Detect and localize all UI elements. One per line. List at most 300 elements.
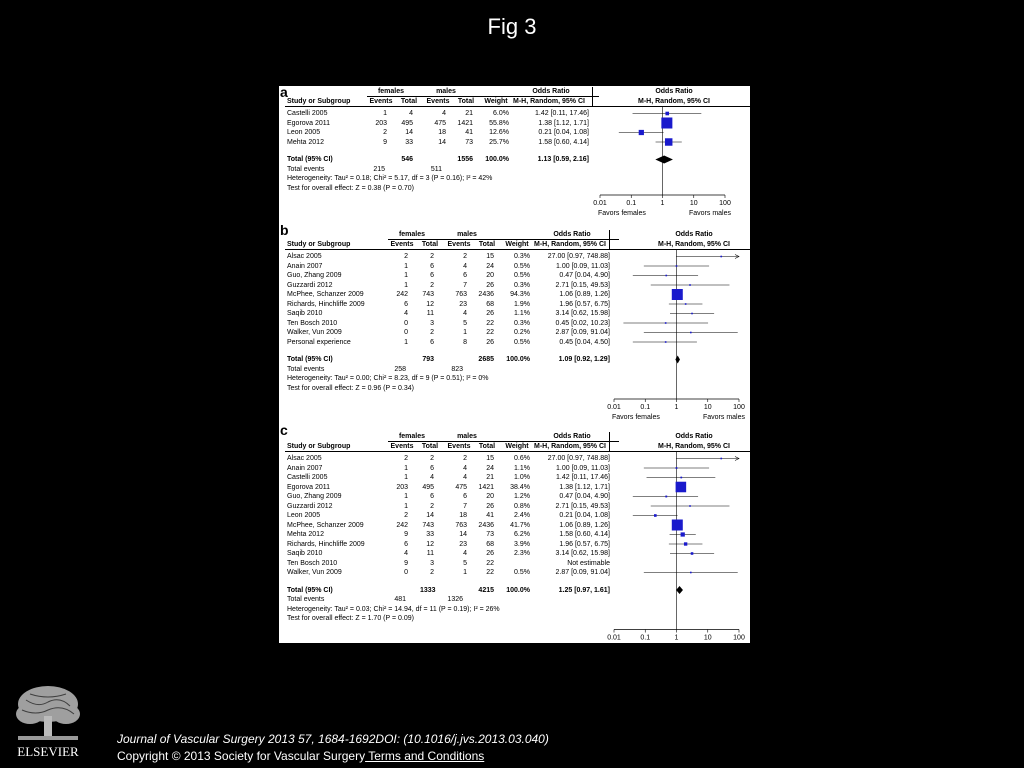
study-point <box>689 505 691 507</box>
method-column-header: M-H, Random, 95% CI <box>534 241 606 248</box>
study-odds-ratio: 1.96 [0.57, 6.75] <box>559 540 610 548</box>
male-total: 26 <box>486 502 494 510</box>
forest-plot-c <box>607 452 779 658</box>
study-odds-ratio: 3.14 [0.62, 15.98] <box>555 310 610 317</box>
study-name: Guzzardi 2012 <box>287 502 333 510</box>
total-weight: 100.0% <box>506 586 530 594</box>
male-events: 14 <box>459 531 467 538</box>
study-point <box>690 332 692 334</box>
study-name: Saqib 2010 <box>287 310 323 317</box>
male-events: 7 <box>463 281 467 289</box>
female-total: 495 <box>422 483 434 491</box>
study-name: Mehta 2012 <box>287 138 324 146</box>
x-tick-label: 1 <box>660 200 665 207</box>
x-tick-label: 0.01 <box>593 200 607 207</box>
study-name: Ten Bosch 2010 <box>287 559 338 567</box>
events-column-header: Events <box>369 98 393 105</box>
study-point <box>672 289 683 300</box>
study-point <box>676 265 678 267</box>
study-weight: 0.3% <box>514 281 530 289</box>
events-column-header: Events <box>426 98 450 105</box>
study-name: Walker, Vun 2009 <box>287 569 342 576</box>
study-weight: 0.5% <box>514 272 530 279</box>
total-events-label: Total events <box>287 365 325 373</box>
female-total: 11 <box>426 550 434 557</box>
study-point <box>680 477 682 479</box>
heterogeneity-stat: Heterogeneity: Tau² = 0.00; Chi² = 8.23, df = 9 (P = 0.51); I² = 0% <box>287 375 489 382</box>
study-odds-ratio: 1.58 [0.60, 4.14] <box>559 531 610 538</box>
female-events: 9 <box>404 531 408 538</box>
x-tick-label: 1 <box>674 634 679 642</box>
female-total: 33 <box>405 138 413 146</box>
journal-name: Journal of Vascular Surgery <box>117 732 265 746</box>
total-events-label: Total events <box>287 165 325 173</box>
study-point <box>676 467 678 469</box>
male-total: 24 <box>486 262 494 270</box>
female-events: 4 <box>404 550 408 557</box>
female-events: 6 <box>404 540 408 548</box>
female-events: 1 <box>383 110 387 117</box>
study-point <box>665 275 667 277</box>
male-events: 4 <box>442 110 446 117</box>
study-odds-ratio: 1.58 [0.60, 4.14] <box>538 138 589 146</box>
male-total: 15 <box>486 253 494 260</box>
study-weight: 1.9% <box>514 300 530 308</box>
study-point <box>639 130 644 135</box>
x-tick-label: 100 <box>733 634 745 642</box>
male-events: 763 <box>455 291 467 298</box>
plot-border <box>592 87 593 106</box>
study-odds-ratio: 0.21 [0.04, 1.08] <box>559 512 610 519</box>
events-column-header: Events <box>447 443 471 450</box>
male-total-events: 823 <box>451 365 463 373</box>
female-events: 2 <box>404 455 408 462</box>
male-total: 73 <box>486 531 494 538</box>
female-total: 14 <box>405 129 413 136</box>
heterogeneity-stat: Heterogeneity: Tau² = 0.18; Chi² = 5.17, df = 3 (P = 0.16); I² = 42% <box>287 175 493 182</box>
female-events: 6 <box>404 300 408 308</box>
female-total: 6 <box>430 262 434 270</box>
pooled-diamond <box>655 156 673 164</box>
study-weight: 3.9% <box>514 540 530 548</box>
female-events: 2 <box>404 253 408 260</box>
favors-left-label: Favors females <box>598 210 646 217</box>
male-total: 22 <box>486 329 494 336</box>
study-weight: 41.7% <box>510 521 530 529</box>
male-events: 4 <box>463 550 467 557</box>
method-plot-header: M-H, Random, 95% CI <box>658 443 730 450</box>
male-total: 26 <box>486 550 494 557</box>
male-events: 4 <box>463 262 467 270</box>
study-name: Anain 2007 <box>287 464 323 472</box>
male-events: 6 <box>463 493 467 500</box>
female-total: 2 <box>430 253 434 260</box>
publisher-wordmark: ELSEVIER <box>17 744 79 759</box>
study-point <box>684 542 687 545</box>
study-odds-ratio: 0.47 [0.04, 4.90] <box>559 272 610 279</box>
male-events: 14 <box>438 138 446 146</box>
overall-effect-stat: Test for overall effect: Z = 1.70 (P = 0.09) <box>287 615 414 622</box>
male-total: 26 <box>486 338 494 346</box>
study-odds-ratio: 27.00 [0.97, 748.88] <box>547 455 610 462</box>
plot-border <box>609 230 610 249</box>
female-total-events: 258 <box>394 365 406 373</box>
pooled-odds-ratio: 1.25 [0.97, 1.61] <box>558 586 610 594</box>
method-column-header: M-H, Random, 95% CI <box>513 98 585 105</box>
study-name: Castelli 2005 <box>287 110 328 117</box>
study-point <box>681 532 685 536</box>
study-name: Guo, Zhang 2009 <box>287 272 342 279</box>
male-total: 22 <box>486 569 494 576</box>
study-weight: 55.8% <box>489 119 509 127</box>
male-total: 21 <box>486 474 494 481</box>
panel-label: b <box>280 222 289 238</box>
panel-label: a <box>280 84 288 100</box>
study-weight: 1.1% <box>514 464 530 472</box>
study-odds-ratio: 1.42 [0.11, 17.46] <box>556 474 610 481</box>
favors-left-label: Favors females <box>612 414 660 421</box>
study-weight: 1.2% <box>514 493 530 500</box>
female-events: 2 <box>383 129 387 136</box>
weight-column-header: Weight <box>505 443 529 450</box>
female-total: 743 <box>422 521 434 529</box>
study-name: McPhee, Schanzer 2009 <box>287 291 364 298</box>
study-point <box>720 256 722 258</box>
forest-plot-a <box>593 107 762 223</box>
study-column-header: Study or Subgroup <box>287 98 351 105</box>
x-tick-label: 100 <box>733 404 745 411</box>
study-point <box>661 118 672 129</box>
study-name: Personal experience <box>287 338 351 346</box>
study-odds-ratio: 2.87 [0.09, 91.04] <box>555 329 610 336</box>
odds-ratio-header: Odds Ratio <box>553 231 591 238</box>
male-events: 475 <box>434 119 446 127</box>
header-divider <box>367 96 599 97</box>
study-weight: 38.4% <box>510 483 530 491</box>
elsevier-logo <box>8 680 88 760</box>
male-events: 475 <box>455 483 467 491</box>
female-events: 1 <box>404 464 408 472</box>
female-total: 3 <box>430 559 434 567</box>
study-odds-ratio: 1.38 [1.12, 1.71] <box>538 119 589 127</box>
study-weight: 0.6% <box>514 455 530 462</box>
forest-plot-figure <box>279 84 750 652</box>
female-events: 203 <box>396 483 408 491</box>
female-events: 1 <box>404 262 408 270</box>
male-total: 68 <box>486 300 494 308</box>
female-total-sum: 793 <box>422 356 434 363</box>
study-point <box>665 112 669 116</box>
male-total: 1421 <box>457 119 473 127</box>
copyright-text: Copyright © 2013 Society for Vascular Surgery <box>117 749 366 763</box>
male-total: 41 <box>486 512 494 519</box>
total-column-header: Total <box>421 241 439 248</box>
x-tick-label: 0.1 <box>626 200 637 207</box>
female-events: 1 <box>404 281 408 289</box>
total-column-header: Total <box>400 98 418 105</box>
odds-ratio-header: Odds Ratio <box>532 88 570 95</box>
panel-label: c <box>280 422 288 438</box>
study-odds-ratio: 1.00 [0.09, 11.03] <box>556 464 610 472</box>
pooled-diamond <box>675 356 680 364</box>
pooled-diamond <box>676 586 683 594</box>
x-tick-label: 0.01 <box>607 634 621 642</box>
study-weight: 0.3% <box>514 319 530 327</box>
male-total: 21 <box>465 110 473 117</box>
male-total: 68 <box>486 540 494 548</box>
study-odds-ratio: 0.45 [0.04, 4.50] <box>559 338 610 346</box>
female-total-events: 481 <box>394 596 406 603</box>
study-odds-ratio: 2.87 [0.09, 91.04] <box>555 569 610 576</box>
male-total-sum: 1556 <box>457 156 473 163</box>
female-events: 0 <box>404 569 408 576</box>
study-name: Ten Bosch 2010 <box>287 319 338 327</box>
header-divider <box>388 239 619 240</box>
female-events: 242 <box>396 291 408 298</box>
male-total-events: 1326 <box>447 596 463 603</box>
female-total: 33 <box>426 531 434 538</box>
male-events: 1 <box>463 329 467 336</box>
female-total: 4 <box>430 474 434 481</box>
study-name: Egorova 2011 <box>287 483 331 491</box>
male-events: 4 <box>463 464 467 472</box>
study-name: Guzzardi 2012 <box>287 281 333 289</box>
female-events: 9 <box>383 138 387 146</box>
study-odds-ratio: 2.71 [0.15, 49.53] <box>555 502 610 510</box>
male-events: 2 <box>463 253 467 260</box>
weight-column-header: Weight <box>505 241 529 248</box>
events-column-header: Events <box>390 443 414 450</box>
male-total: 22 <box>486 319 494 327</box>
study-odds-ratio: 3.14 [0.62, 15.98] <box>555 550 610 557</box>
male-total: 20 <box>486 493 494 500</box>
x-tick-label: 10 <box>689 200 698 207</box>
total-column-header: Total <box>478 443 496 450</box>
study-weight: 0.5% <box>514 262 530 270</box>
female-total: 2 <box>430 281 434 289</box>
x-tick-label: 10 <box>703 404 712 411</box>
study-point <box>689 284 691 286</box>
study-weight: 0.3% <box>514 253 530 260</box>
males-group-header: males <box>457 433 477 440</box>
total-label: Total (95% CI) <box>287 356 333 363</box>
male-events: 6 <box>463 272 467 279</box>
male-events: 1 <box>463 569 467 576</box>
female-total: 2 <box>430 455 434 462</box>
female-total-sum: 546 <box>401 156 413 163</box>
study-weight: 12.6% <box>489 129 509 136</box>
events-column-header: Events <box>390 241 414 248</box>
females-group-header: females <box>398 433 426 440</box>
study-weight: 6.0% <box>493 110 509 117</box>
male-events: 23 <box>459 540 467 548</box>
favors-right-label: Favors males <box>688 210 731 217</box>
female-total: 14 <box>426 512 434 519</box>
forest-panel-b <box>279 222 750 429</box>
study-odds-ratio: 1.06 [0.89, 1.26] <box>559 521 610 529</box>
total-weight: 100.0% <box>485 156 509 163</box>
female-total: 4 <box>409 110 413 117</box>
slide-title: Fig 3 <box>487 14 537 39</box>
heterogeneity-stat: Heterogeneity: Tau² = 0.03; Chi² = 14.94, df = 11 (P = 0.19); I² = 26% <box>287 605 500 613</box>
male-total: 2436 <box>478 521 494 529</box>
odds-ratio-plot-header: Odds Ratio <box>655 88 693 95</box>
odds-ratio-plot-header: Odds Ratio <box>675 231 713 238</box>
study-odds-ratio: 1.96 [0.57, 6.75] <box>559 300 610 308</box>
study-weight: 94.3% <box>510 291 530 298</box>
study-point <box>665 341 667 343</box>
study-point <box>691 313 693 315</box>
study-weight: 2.3% <box>514 550 530 557</box>
x-tick-label: 0.1 <box>640 634 651 642</box>
male-events: 18 <box>459 512 467 519</box>
study-odds-ratio: 1.42 [0.11, 17.46] <box>535 110 589 117</box>
elsevier-tree-icon <box>8 680 88 760</box>
total-label: Total (95% CI) <box>287 586 333 594</box>
females-group-header: females <box>398 231 426 238</box>
males-group-header: males <box>457 231 477 238</box>
study-name: Guo, Zhang 2009 <box>287 493 342 500</box>
female-events: 203 <box>375 119 387 127</box>
total-column-header: Total <box>421 443 439 450</box>
forest-plot-b <box>607 250 779 427</box>
total-weight: 100.0% <box>506 356 530 363</box>
pooled-odds-ratio: 1.09 [0.92, 1.29] <box>558 356 610 363</box>
weight-column-header: Weight <box>484 98 508 105</box>
female-events: 1 <box>404 502 408 510</box>
study-name: Richards, Hinchliffe 2009 <box>287 300 365 308</box>
study-column-header: Study or Subgroup <box>287 241 351 248</box>
x-tick-label: 0.01 <box>607 404 621 411</box>
study-point <box>654 514 657 517</box>
total-events-label: Total events <box>287 596 325 603</box>
study-weight <box>504 559 530 568</box>
male-total: 2436 <box>478 291 494 298</box>
study-weight: 0.5% <box>514 569 530 576</box>
male-events: 2 <box>463 455 467 462</box>
male-events: 23 <box>459 300 467 308</box>
x-tick-label: 100 <box>719 200 731 207</box>
study-odds-ratio: Not estimable <box>567 559 610 567</box>
study-point <box>720 458 722 460</box>
copyright-line <box>117 749 484 763</box>
female-total: 6 <box>430 338 434 346</box>
female-total: 3 <box>430 319 434 327</box>
female-events: 4 <box>404 310 408 317</box>
study-name: McPhee, Schanzer 2009 <box>287 521 364 529</box>
male-events: 5 <box>463 319 467 327</box>
pooled-odds-ratio: 1.13 [0.59, 2.16] <box>537 156 589 163</box>
female-total-sum: 1333 <box>420 586 436 594</box>
female-total: 2 <box>430 569 434 576</box>
male-total: 20 <box>486 272 494 279</box>
male-events: 7 <box>463 502 467 510</box>
male-events: 18 <box>438 129 446 136</box>
females-group-header: females <box>377 88 405 95</box>
study-point <box>676 482 687 493</box>
study-column-header: Study or Subgroup <box>287 443 351 450</box>
study-odds-ratio: 27.00 [0.97, 748.88] <box>547 253 610 260</box>
favors-right-label: Favors males <box>702 644 745 652</box>
study-point <box>685 303 687 305</box>
study-odds-ratio: 1.38 [1.12, 1.71] <box>559 483 610 491</box>
forest-panel-c <box>279 422 750 652</box>
study-point <box>665 138 672 145</box>
overall-effect-stat: Test for overall effect: Z = 0.96 (P = 0.34) <box>287 384 414 392</box>
events-column-header: Events <box>447 241 471 248</box>
female-total: 743 <box>422 291 434 298</box>
odds-ratio-header: Odds Ratio <box>553 433 591 440</box>
female-total: 6 <box>430 272 434 279</box>
favors-right-label: Favors males <box>702 414 745 421</box>
study-odds-ratio: 0.45 [0.02, 10.23] <box>555 319 610 327</box>
total-column-header: Total <box>457 98 475 105</box>
method-plot-header: M-H, Random, 95% CI <box>658 241 730 248</box>
study-name: Leon 2005 <box>287 129 321 136</box>
terms-link[interactable]: Terms and Conditions <box>365 749 485 763</box>
male-total: 26 <box>486 310 494 317</box>
female-events: 242 <box>396 521 408 529</box>
study-weight: 0.2% <box>514 329 530 336</box>
male-total: 41 <box>465 129 473 136</box>
female-events: 0 <box>404 329 408 336</box>
study-odds-ratio: 0.21 [0.04, 1.08] <box>538 129 589 136</box>
study-name: Castelli 2005 <box>287 474 328 481</box>
study-name: Alsac 2005 <box>287 253 322 260</box>
study-name: Leon 2005 <box>287 512 321 519</box>
study-odds-ratio: 2.71 [0.15, 49.53] <box>555 281 610 289</box>
study-point <box>665 496 667 498</box>
study-weight: 0.8% <box>514 502 530 510</box>
female-total: 6 <box>430 464 434 472</box>
female-total: 12 <box>426 540 434 548</box>
study-point <box>691 552 694 555</box>
study-name: Saqib 2010 <box>287 550 323 557</box>
female-total: 12 <box>426 300 434 308</box>
study-weight: 1.1% <box>514 310 530 317</box>
study-point <box>672 520 683 531</box>
total-column-header: Total <box>478 241 496 248</box>
total-label: Total (95% CI) <box>287 156 333 163</box>
male-total: 26 <box>486 281 494 289</box>
female-events: 9 <box>404 559 408 567</box>
study-name: Walker, Vun 2009 <box>287 329 342 336</box>
study-odds-ratio: 1.00 [0.09, 11.03] <box>556 262 610 270</box>
favors-left-label: Favors females <box>612 644 660 652</box>
study-name: Richards, Hinchliffe 2009 <box>287 540 365 548</box>
study-name: Egorova 2011 <box>287 119 331 127</box>
citation <box>117 732 549 746</box>
female-total: 495 <box>401 119 413 127</box>
male-events: 5 <box>463 559 467 567</box>
female-events: 2 <box>404 512 408 519</box>
male-total: 1421 <box>478 483 494 491</box>
method-column-header: M-H, Random, 95% CI <box>534 443 606 450</box>
header-divider <box>388 441 619 442</box>
study-odds-ratio: 1.06 [0.89, 1.26] <box>559 291 610 298</box>
study-point <box>665 322 667 324</box>
x-tick-label: 0.1 <box>640 404 651 411</box>
female-total: 2 <box>430 329 434 336</box>
male-total: 22 <box>486 559 494 567</box>
plot-border <box>609 432 610 451</box>
study-weight: 0.5% <box>514 338 530 346</box>
method-plot-header: M-H, Random, 95% CI <box>638 98 710 105</box>
citation-details: 2013 57, 1684-1692DOI: (10.1016/j.jvs.2013.03.040) <box>264 732 549 746</box>
female-events: 1 <box>404 474 408 481</box>
male-total: 73 <box>465 138 473 146</box>
female-events: 1 <box>404 338 408 346</box>
